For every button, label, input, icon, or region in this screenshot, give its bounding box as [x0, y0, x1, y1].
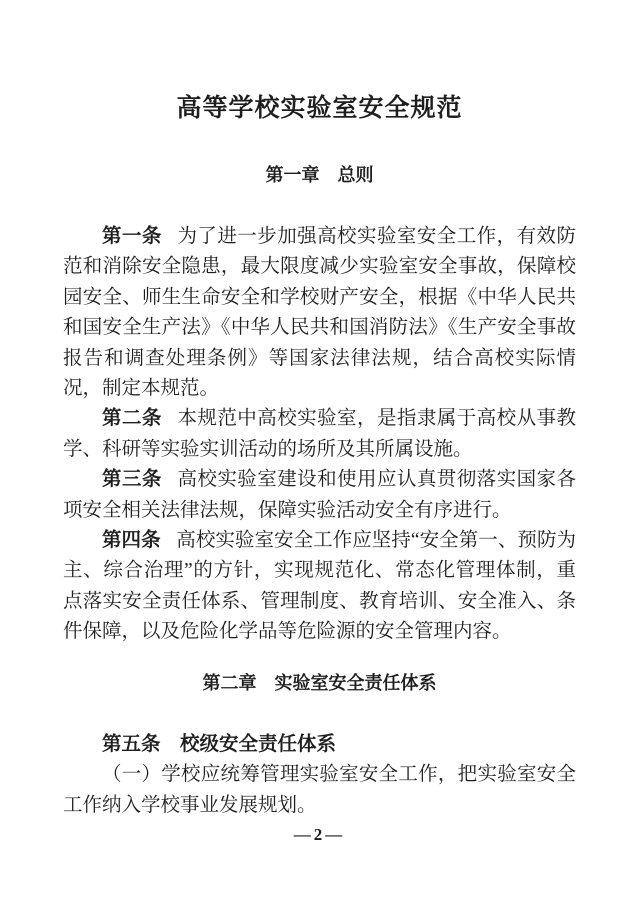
article-5-title: 校级安全责任体系	[180, 733, 337, 755]
chapter-1-heading: 第一章 总则	[265, 165, 374, 185]
article-2-text: 本规范中高校实验室，是指隶属于高校从事教学、科研等实验实训活动的场所及其所属设施。	[63, 408, 576, 460]
article-3-text: 高校实验室建设和使用应认真贯彻落实国家各项安全相关法律法规，保障实验活动安全有序进行。	[63, 469, 576, 521]
article-5-item-1	[63, 760, 576, 821]
chapter-2-body	[63, 730, 576, 821]
document-title: 高等学校实验室安全规范	[176, 95, 463, 122]
article-2-label: 第二条	[102, 408, 162, 430]
article-1-label: 第一条	[102, 226, 162, 247]
article-2-paragraph	[63, 404, 576, 465]
page-number: —2—	[293, 824, 346, 844]
chapter-2-heading: 第二章 实验室安全责任体系	[202, 672, 437, 693]
chapter-1-body	[63, 222, 576, 648]
article-3-paragraph	[63, 465, 576, 526]
article-4-label: 第四条	[102, 530, 161, 552]
article-4-paragraph	[63, 526, 576, 648]
article-1-paragraph	[63, 222, 576, 404]
article-1-text: 为了进一步加强高校实验室安全工作，有效防范和消除安全隐患，最大限度减少实验室安全事故，保障校园安全、师生生命安全和学校财产安全，根据《中华人民共和国安全生产法》《中华人民共和国消防法》《生产安全事故报告和调查处理条例》等国家法律法规，结合高校实际情况，制定本规范。	[63, 226, 576, 400]
article-5-label: 第五条	[102, 733, 161, 755]
article-4-text: 高校实验室安全工作应坚持“安全第一、预防为主、综合治理”的方针，实现规范化、常态化管理体制，重点落实安全责任体系、管理制度、教育培训、安全准入、条件保障，以及危险化学品等危险源的安全管理内容。	[63, 530, 576, 643]
article-5-heading	[63, 730, 576, 760]
article-5-item-1-text: （一）学校应统筹管理实验室安全工作，把实验室安全工作纳入学校事业发展规划。	[63, 764, 576, 816]
article-3-label: 第三条	[102, 469, 162, 491]
